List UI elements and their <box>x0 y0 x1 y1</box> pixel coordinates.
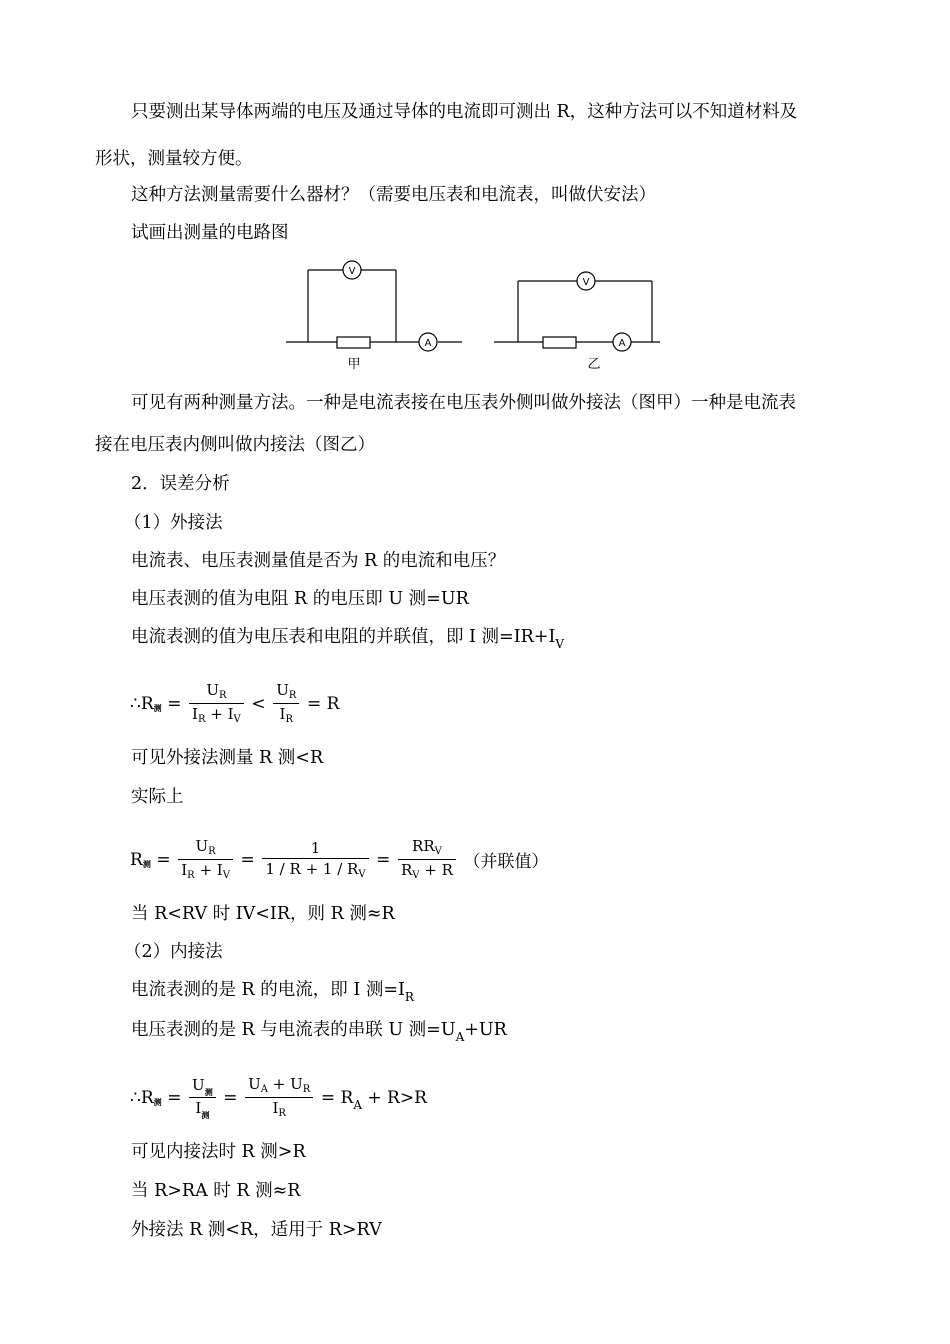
paragraph-line: 当 R>RA 时 R 测≈R <box>131 1181 301 1201</box>
subscript: V <box>555 637 565 651</box>
fraction: $\frac{U_R}{I_R}$ <box>273 680 299 727</box>
formula-symbol: = <box>223 1087 238 1108</box>
formula-symbol: = <box>240 849 255 870</box>
subsection-heading: （2）内接法 <box>124 942 223 962</box>
paragraph-line: 实际上 <box>131 787 184 807</box>
voltmeter-label: V <box>582 277 590 288</box>
paragraph-line: 这种方法测量需要什么器材？（需要电压表和电流表，叫做伏安法） <box>131 185 656 205</box>
fraction: $\frac{U_A + U_R}{I_R}$ <box>245 1074 313 1121</box>
subscript: R <box>404 990 414 1004</box>
subsection-heading: （1）外接法 <box>124 513 223 533</box>
fraction: $\frac{U_测}{I_测}$ <box>189 1075 216 1120</box>
fraction: $\frac{RR_V}{R_V + R}$ <box>398 836 456 883</box>
ammeter-label: A <box>618 338 626 349</box>
text-tail: +UR <box>464 1020 507 1040</box>
formula-symbol: = <box>376 849 391 870</box>
text-main: 电流表测的是 R 的电流，即 I 测=I <box>131 980 405 1000</box>
formula-symbol: = $R_A + R>R$ <box>320 1087 427 1112</box>
fraction: $\frac{U_R}{I_R + I_V}$ <box>178 836 233 883</box>
formula-internal <box>130 1074 427 1121</box>
resistor <box>543 337 576 348</box>
diagram-label-yi: 乙 <box>587 357 601 372</box>
formula-tiny: 测 <box>142 859 151 869</box>
fraction: $\frac{1}{1 / R + 1 / R_V}$ <box>262 838 368 882</box>
formula-symbol: ∴R <box>130 1087 154 1108</box>
formula-tiny: 测 <box>153 703 162 713</box>
paragraph-line: 电流表、电压表测量值是否为 R 的电流和电压？ <box>131 551 506 571</box>
formula-symbol: R <box>130 849 143 870</box>
subscript: A <box>455 1030 465 1044</box>
formula-external-2 <box>130 836 549 883</box>
ammeter-label: A <box>424 338 432 349</box>
paragraph-line: 可见外接法测量 R 测<R <box>131 748 324 768</box>
resistor <box>337 337 370 348</box>
formula-symbol: ∴R <box>130 693 154 714</box>
paragraph-line: 形状，测量较方便。 <box>95 149 253 169</box>
formula-external-1 <box>130 680 339 727</box>
paragraph-line <box>131 1019 507 1042</box>
paragraph-line: 接在电压表内侧叫做内接法（图乙） <box>95 435 375 455</box>
formula-symbol: = <box>156 849 171 870</box>
paragraph-line: 试画出测量的电路图 <box>131 223 289 243</box>
formula-note: （并联值） <box>463 852 549 872</box>
paragraph-line <box>131 979 414 1002</box>
paragraph-line: 可见有两种测量方法。一种是电流表接在电压表外侧叫做外接法（图甲）一种是电流表 <box>131 393 796 413</box>
paragraph-line: 外接法 R 测<R，适用于 R>RV <box>131 1220 382 1240</box>
paragraph-line: 只要测出某导体两端的电压及通过导体的电流即可测出 R，这种方法可以不知道材料及 <box>131 102 798 122</box>
formula-symbol: = <box>167 693 182 714</box>
section-heading: 2．误差分析 <box>131 474 230 494</box>
circuit-jia <box>286 261 462 351</box>
circuit-yi <box>494 272 660 351</box>
formula-symbol: = R <box>306 693 340 714</box>
diagram-label-jia: 甲 <box>347 357 361 372</box>
text-main: 电压表测的是 R 与电流表的串联 U 测=U <box>131 1020 456 1040</box>
paragraph-line: 当 R<RV 时 IV<IR，则 R 测≈R <box>131 904 395 924</box>
formula-symbol: < <box>251 693 266 714</box>
formula-tiny: 测 <box>153 1097 162 1107</box>
paragraph-line <box>131 626 564 649</box>
paragraph-line: 电压表测的值为电阻 R 的电压即 U 测=UR <box>131 589 469 609</box>
fraction: $\frac{U_R}{I_R + I_V}$ <box>189 680 244 727</box>
voltmeter-label: V <box>348 266 356 277</box>
formula-symbol: = <box>167 1087 182 1108</box>
circuit-diagram <box>280 255 670 375</box>
text-main: 电流表测的值为电压表和电阻的并联值，即 I 测=IR+I <box>131 627 556 647</box>
paragraph-line: 可见内接法时 R 测>R <box>131 1142 306 1162</box>
